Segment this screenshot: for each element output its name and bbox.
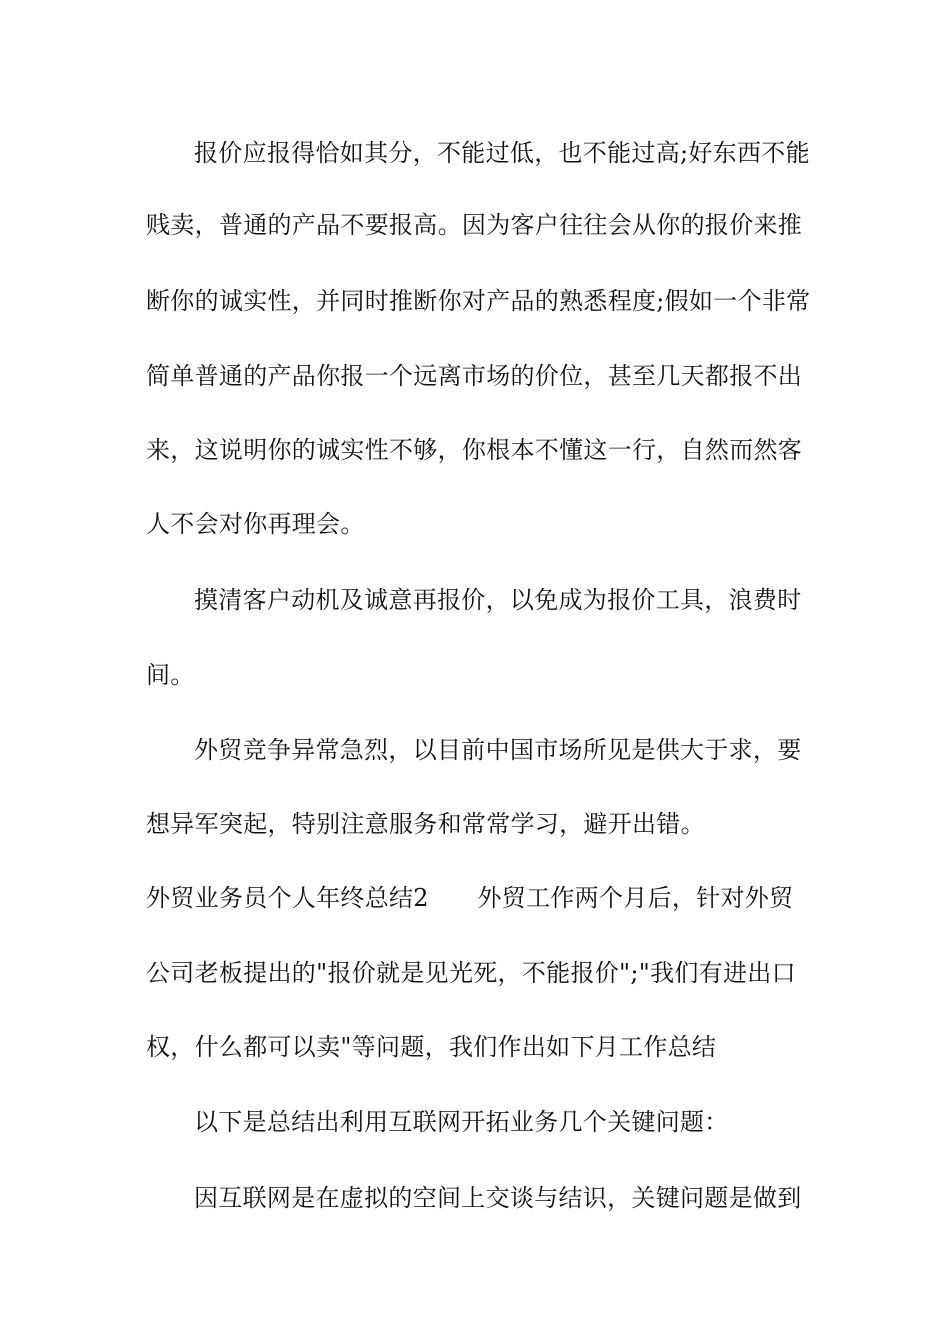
paragraph-3-line-2: 想异军突起，特别注意服务和常常学习，避开出错。 [146,810,705,838]
paragraph-1-line-5: 来，这说明你的诚实性不够，你根本不懂这一行，自然而然客 [146,436,803,464]
paragraph-1-line-4: 简单普通的产品你报一个远离市场的价位，甚至几天都报不出 [146,362,803,390]
paragraph-1-line-2: 贱卖，普通的产品不要报高。因为客户往往会从你的报价来推 [146,211,803,239]
paragraph-4-line-2: 公司老板提出的"报价就是见光死，不能报价";"我们有进出口 [146,959,796,987]
paragraph-3-line-1: 外贸竞争异常急烈，以目前中国市场所见是供大于求，要 [194,736,802,764]
paragraph-1-line-6: 人不会对你再理会。 [146,510,365,538]
paragraph-4-line-3: 权，什么都可以卖"等问题，我们作出如下月工作总结 [146,1033,717,1061]
paragraph-5-line-1: 以下是总结出利用互联网开拓业务几个关键问题： [194,1108,729,1136]
paragraph-2-line-1: 摸清客户动机及诚意再报价，以免成为报价工具，浪费时 [194,586,802,614]
paragraph-2-line-2: 间。 [146,661,195,689]
paragraph-1-line-1: 报价应报得恰如其分，不能过低，也不能过高;好东西不能 [194,139,810,167]
paragraph-6-line-1: 因互联网是在虚拟的空间上交谈与结识，关键问题是做到 [194,1184,802,1212]
paragraph-1-line-3: 断你的诚实性，并同时推断你对产品的熟悉程度;假如一个非常 [146,287,811,315]
section-heading-line: 外贸业务员个人年终总结2 外贸工作两个月后，针对外贸 [146,884,794,912]
